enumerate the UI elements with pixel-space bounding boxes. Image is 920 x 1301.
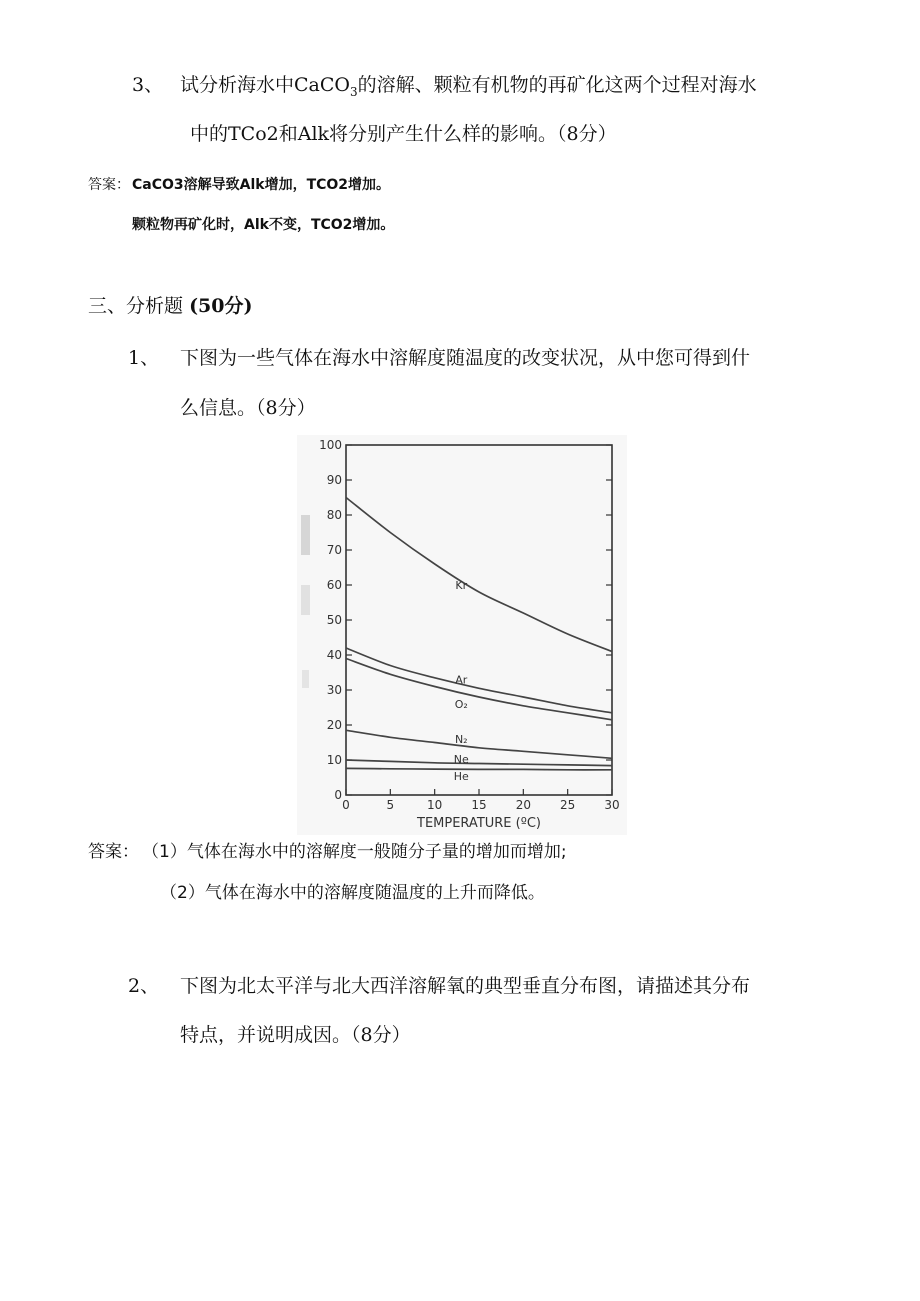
x-tick-label: 15 <box>471 798 487 812</box>
q1-number: 1、 <box>128 347 160 369</box>
q1-answer-line2: （2）气体在海水中的溶解度随温度的上升而降低。 <box>160 883 545 903</box>
q2-number: 2、 <box>128 975 160 997</box>
q1-line2: 么信息。（8分） <box>180 397 316 419</box>
q3-answer-line1: CaCO3溶解导致Alk增加，TCO2增加。 <box>132 177 391 193</box>
y-tick-label: 90 <box>326 473 342 487</box>
y-tick-label: 40 <box>326 648 342 662</box>
y-tick-label: 70 <box>326 543 342 557</box>
q1-line1: 下图为一些气体在海水中溶解度随温度的改变状况，从中您可得到什 <box>180 347 751 369</box>
series-label: N₂ <box>454 733 468 746</box>
y-tick-label: 80 <box>326 508 342 522</box>
q3-line2: 中的TCo2和Alk将分别产生什么样的影响。（8分） <box>190 123 617 145</box>
scan-residue-mark <box>302 670 309 688</box>
y-tick-label: 10 <box>326 753 342 767</box>
q3-line1-post: 的溶解、颗粒有机物的再矿化这两个过程对海水 <box>357 74 757 96</box>
q1-answer-label: 答案： <box>88 842 139 862</box>
section3-title: 三、分析题 <box>88 295 184 317</box>
y-tick-label: 20 <box>326 718 342 732</box>
q3-formula <box>294 74 358 99</box>
y-tick-label: 30 <box>326 683 342 697</box>
q2-line2: 特点，并说明成因。（8分） <box>180 1024 411 1046</box>
q3-line1-pre: 试分析海水中 <box>180 74 295 96</box>
x-tick-label: 30 <box>604 798 620 812</box>
section3-heading <box>88 291 252 318</box>
gas-solubility-chart <box>297 435 627 835</box>
q3-answer-label: 答案： <box>88 177 130 193</box>
scan-residue-mark <box>301 515 310 555</box>
q3-formula-sub: 3 <box>350 84 358 99</box>
series-label: Ar <box>455 673 468 687</box>
x-tick-label: 5 <box>386 798 395 812</box>
q1-answer-line1: （1）气体在海水中的溶解度一般随分子量的增加而增加; <box>142 842 567 862</box>
y-tick-label: 0 <box>334 788 342 802</box>
x-axis-label: TEMPERATURE (ºC) <box>417 816 541 831</box>
series-label: O₂ <box>454 698 468 711</box>
y-tick-label: 60 <box>326 578 342 592</box>
q3-number: 3、 <box>132 74 164 96</box>
x-tick-label: 0 <box>342 798 350 812</box>
x-tick-label: 10 <box>427 798 443 812</box>
q2-line1: 下图为北太平洋与北大西洋溶解氧的典型垂直分布图，请描述其分布 <box>180 975 751 997</box>
series-label: Ne <box>453 752 469 766</box>
q3-line1 <box>180 70 757 99</box>
section3-score: (50分) <box>189 295 253 317</box>
series-label: He <box>453 769 469 783</box>
series-label: Kr <box>455 579 468 592</box>
x-tick-label: 20 <box>515 798 531 812</box>
x-tick-label: 25 <box>560 798 576 812</box>
scan-residue-mark <box>301 585 310 615</box>
q3-formula-base: CaCO <box>294 74 350 96</box>
y-tick-label: 100 <box>319 438 342 452</box>
y-tick-label: 50 <box>326 613 342 627</box>
q3-answer-line2: 颗粒物再矿化时，Alk不变，TCO2增加。 <box>132 217 395 233</box>
